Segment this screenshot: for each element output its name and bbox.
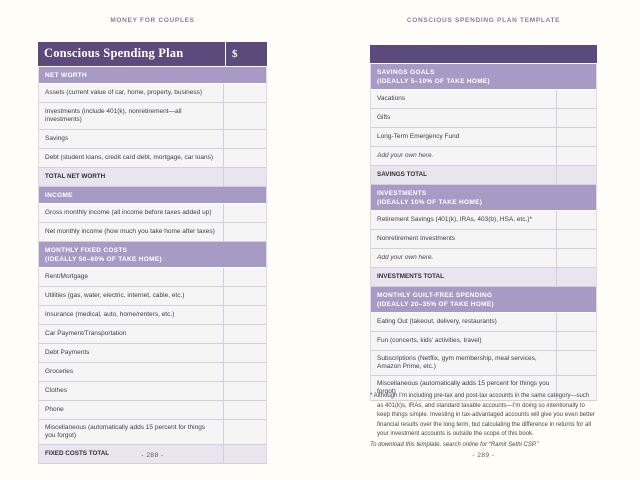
table-row	[371, 230, 596, 249]
amount-column-header: $	[225, 42, 267, 66]
table-row	[371, 147, 596, 166]
row-label: Debt (student loans, credit card debt, mortgage, car loans)	[45, 154, 214, 161]
amount-cell	[556, 128, 596, 146]
row-label: Long-Term Emergency Fund	[377, 133, 460, 140]
amount-cell	[556, 109, 596, 127]
section-band-line: (IDEALLY 5–10% OF TAKE HOME)	[377, 77, 491, 85]
table-row	[39, 149, 266, 168]
row-label: SAVINGS TOTAL	[377, 171, 428, 178]
row-label: Subscriptions (Netflix, gym membership, meal services, Amazon Prime, etc.)	[377, 355, 537, 370]
amount-cell	[556, 313, 596, 331]
row-label: Miscellaneous (automatically adds 15 percent for things you forgot)	[377, 380, 550, 395]
amount-cell	[223, 268, 266, 286]
amount-cell	[223, 204, 266, 222]
amount-cell	[556, 211, 596, 229]
row-label: Groceries	[45, 368, 74, 375]
section-band-line: (IDEALLY 10% OF TAKE HOME)	[377, 198, 483, 206]
amount-cell	[223, 130, 266, 148]
row-label: Car Payment/Transportation	[45, 330, 127, 337]
row-label: Net monthly income (how much you take home after taxes)	[45, 228, 215, 235]
table-row	[39, 223, 266, 242]
amount-cell	[223, 84, 266, 102]
row-label: TOTAL NET WORTH	[45, 173, 106, 180]
conscious-spending-plan-table	[38, 42, 267, 464]
section-band	[39, 67, 266, 84]
row-label: Vacations	[377, 95, 406, 102]
table-row	[39, 268, 266, 287]
amount-cell	[223, 363, 266, 381]
section-band-line: INVESTMENTS	[377, 189, 427, 197]
row-label: Add your own here.	[377, 254, 434, 261]
row-label: Miscellaneous (automatically adds 15 percent for things you forgot)	[45, 424, 206, 439]
table-row	[371, 211, 596, 230]
table-row	[371, 351, 596, 376]
row-label: INVESTMENTS TOTAL	[377, 273, 444, 280]
amount-cell	[223, 401, 266, 419]
running-head-left: MONEY FOR COUPLES	[110, 17, 195, 24]
amount-cell	[223, 149, 266, 167]
table-row	[371, 332, 596, 351]
table-row	[39, 306, 266, 325]
table-row	[371, 128, 596, 147]
section-band	[371, 185, 596, 211]
table-row	[39, 344, 266, 363]
row-label: Investments (include 401(k), nonretirement—all investments)	[45, 108, 182, 123]
section-band-line: (IDEALLY 20–35% OF TAKE HOME)	[377, 300, 494, 308]
total-row	[39, 168, 266, 187]
row-label: FIXED COSTS TOTAL	[45, 450, 110, 457]
table-row	[39, 401, 266, 420]
table-row	[39, 204, 266, 223]
amount-cell	[223, 344, 266, 362]
row-label: Assets (current value of car, home, property, business)	[45, 89, 203, 96]
row-label: Retirement Savings (401(k), IRAs, 403(b), HSA, etc.)*	[377, 216, 532, 223]
section-band-line: NET WORTH	[45, 71, 88, 79]
section-band-line: (IDEALLY 50–60% OF TAKE HOME)	[45, 255, 162, 263]
table-row	[39, 363, 266, 382]
row-label: Gross monthly income (all income before taxes added up)	[45, 209, 212, 216]
row-label: Debt Payments	[45, 349, 90, 356]
total-row	[371, 166, 596, 185]
download-note: To download this template, search online for “Ramit Sethi CSP.”	[370, 442, 539, 448]
section-band-line: INCOME	[45, 191, 73, 199]
row-label: Phone	[45, 406, 64, 413]
table-row	[39, 325, 266, 344]
table-rows-right	[370, 64, 597, 401]
amount-cell	[223, 223, 266, 241]
row-label: Eating Out (takeout, delivery, restaurants)	[377, 318, 497, 325]
row-label: Rent/Mortgage	[45, 273, 88, 280]
amount-cell	[223, 420, 266, 444]
table-rows-left	[38, 67, 267, 464]
amount-cell	[556, 230, 596, 248]
amount-cell	[556, 147, 596, 165]
section-band	[371, 287, 596, 313]
amount-cell	[223, 287, 266, 305]
footnote: * Although I’m including pre-tax and post-tax accounts in the same category—such as 401(k)s, IRAs, and standard taxable accounts—I’m doing so intentionally to keep things simple. Investing in tax-advantaged accounts will give you even better financial results over the long term, but calculating the difference in returns for all your investment accounts is outside the scope of this book.	[370, 393, 595, 438]
table-row	[371, 109, 596, 128]
table-row	[39, 287, 266, 306]
conscious-spending-plan-table-continued	[370, 45, 597, 401]
amount-cell	[223, 382, 266, 400]
amount-cell	[556, 166, 596, 184]
row-label: Gifts	[377, 114, 391, 121]
row-label: Savings	[45, 135, 69, 142]
amount-cell	[556, 249, 596, 267]
amount-cell	[556, 332, 596, 350]
amount-cell	[223, 103, 266, 129]
section-band-line: MONTHLY FIXED COSTS	[45, 246, 128, 254]
table-header-continuation	[370, 45, 597, 64]
table-row	[371, 90, 596, 109]
row-label: Nonretirement Investments	[377, 235, 456, 242]
page-number-left: - 288 -	[141, 452, 164, 459]
row-label: Utilities (gas, water, electric, internet, cable, etc.)	[45, 292, 185, 299]
section-band	[39, 187, 266, 204]
amount-cell	[556, 268, 596, 286]
amount-cell	[223, 306, 266, 324]
table-row	[39, 420, 266, 445]
total-row	[371, 268, 596, 287]
running-head-right: CONSCIOUS SPENDING PLAN TEMPLATE	[406, 17, 561, 24]
row-label: Add your own here.	[377, 152, 434, 159]
amount-cell	[223, 325, 266, 343]
table-row	[371, 313, 596, 332]
table-row	[39, 130, 266, 149]
row-label: Clothes	[45, 387, 68, 394]
section-band-line: SAVINGS GOALS	[377, 68, 435, 76]
page-number-right: - 289 -	[472, 452, 495, 459]
table-row	[371, 249, 596, 268]
table-title: Conscious Spending Plan	[44, 46, 184, 60]
section-band-line: MONTHLY GUILT-FREE SPENDING	[377, 291, 493, 299]
table-row	[39, 103, 266, 130]
row-label: Fun (concerts, kids’ activities, travel)	[377, 337, 482, 344]
table-title-bar	[38, 42, 267, 67]
row-label: Insurance (medical, auto, home/renters, etc.)	[45, 311, 175, 318]
amount-cell	[556, 351, 596, 375]
section-band	[371, 64, 596, 90]
section-band	[39, 242, 266, 268]
table-row	[39, 382, 266, 401]
amount-cell	[223, 168, 266, 186]
amount-cell	[556, 90, 596, 108]
table-row	[39, 84, 266, 103]
